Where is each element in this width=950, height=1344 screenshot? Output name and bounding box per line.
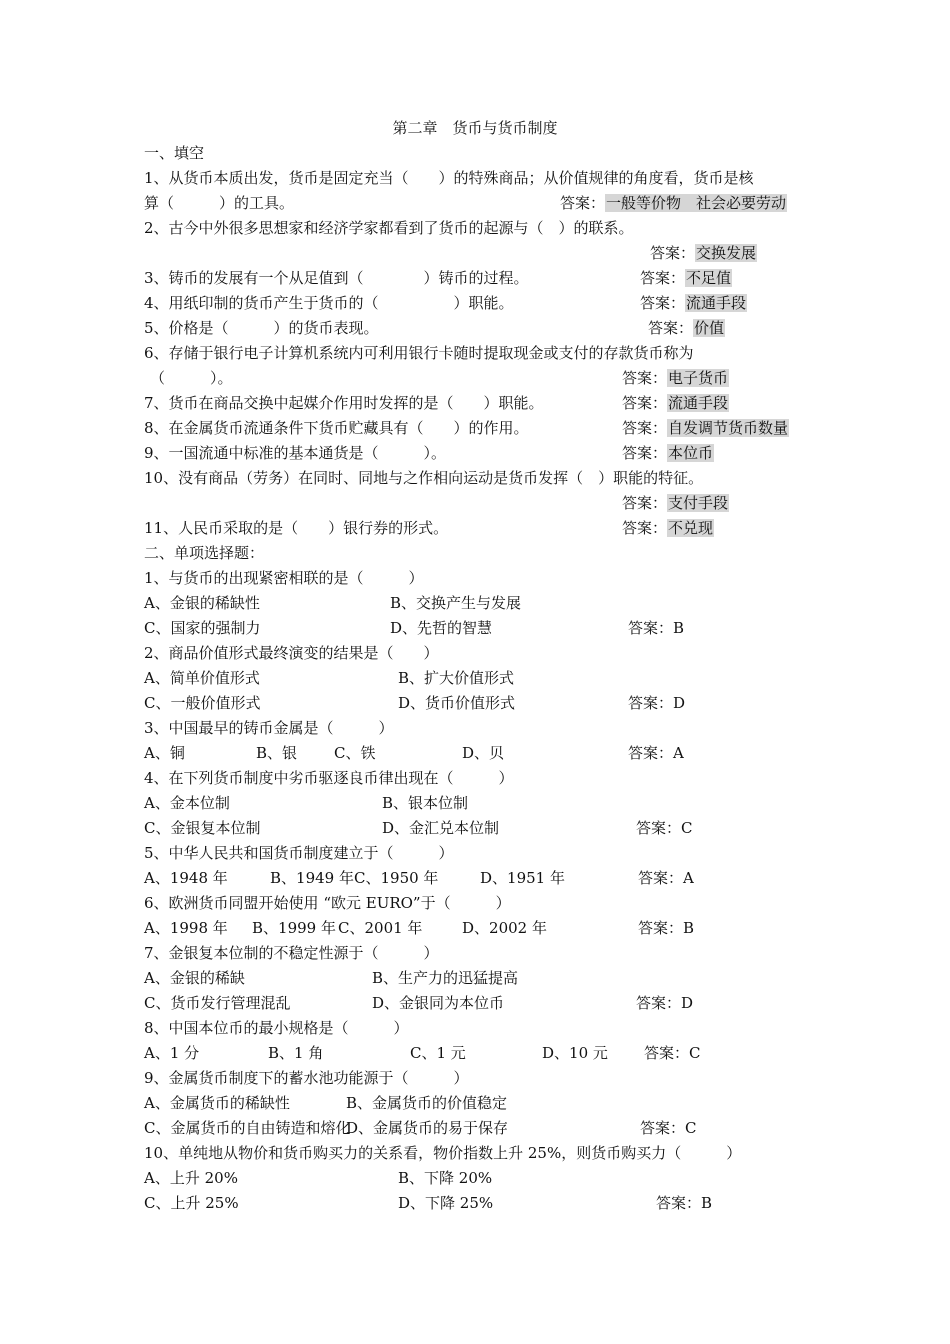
choice-q7-option-d: D、金银同为本位币 xyxy=(372,994,505,1012)
fill-q2-line1: 2、古今中外很多思想家和经济学家都看到了货币的起源与（ ）的联系。 xyxy=(144,219,634,237)
choice-q7-answer: 答案：D xyxy=(636,994,694,1012)
fill-q4: 4、用纸印制的货币产生于货币的（ ）职能。 xyxy=(144,294,514,312)
fill-q6-line1: 6、存储于银行电子计算机系统内可利用银行卡随时提取现金或支付的存款货币称为 xyxy=(144,344,694,362)
choice-q4-option-d: D、金汇兑本位制 xyxy=(382,819,500,837)
choice-q8-option-b: B、1 角 xyxy=(268,1044,324,1062)
choice-q4-option-a: A、金本位制 xyxy=(144,794,230,812)
choice-q5-option-d: D、1951 年 xyxy=(480,869,565,887)
choice-q8-option-d: D、10 元 xyxy=(542,1044,608,1062)
choice-q6-option-c: C、2001 年 xyxy=(338,919,423,937)
choice-q7-option-a: A、金银的稀缺 xyxy=(144,969,245,987)
choice-q2-answer: 答案：D xyxy=(628,694,686,712)
choice-q7-option-c: C、货币发行管理混乱 xyxy=(144,994,291,1012)
choice-q6-answer: 答案：B xyxy=(638,919,695,937)
choice-q3-option-d: D、贝 xyxy=(462,744,505,762)
answer-label: 答案： xyxy=(622,519,668,537)
answer-value: 流通手段 xyxy=(668,394,729,412)
choice-q1-option-d: D、先哲的智慧 xyxy=(390,619,493,637)
choice-q8-stem: 8、中国本位币的最小规格是（ ） xyxy=(144,1019,409,1037)
choice-q2-option-b: B、扩大价值形式 xyxy=(398,669,515,687)
choice-q10-option-b: B、下降 20% xyxy=(398,1169,493,1187)
answer-value: 价值 xyxy=(694,319,725,337)
fill-q4-answer xyxy=(640,293,747,313)
answer-value: 交换发展 xyxy=(696,244,757,262)
section-heading-single-choice: 二、单项选择题： xyxy=(144,544,265,562)
choice-q5-option-a: A、1948 年 xyxy=(144,869,228,887)
answer-value: 本位币 xyxy=(668,444,714,462)
answer-label: 答案： xyxy=(622,444,668,462)
fill-q9: 9、一国流通中标准的基本通货是（ ）。 xyxy=(144,444,447,462)
choice-q2-option-c: C、一般价值形式 xyxy=(144,694,261,712)
choice-q9-option-c: C、金属货币的自由铸造和熔化 xyxy=(144,1119,351,1137)
fill-q11-answer xyxy=(622,518,714,538)
choice-q5-option-c: C、1950 年 xyxy=(354,869,439,887)
fill-q10-answer xyxy=(622,493,729,513)
choice-q3-option-a: A、铜 xyxy=(144,744,185,762)
choice-q1-option-c: C、国家的强制力 xyxy=(144,619,261,637)
answer-label: 答案： xyxy=(560,194,606,212)
choice-q3-option-b: B、银 xyxy=(256,744,298,762)
answer-label: 答案： xyxy=(640,269,686,287)
choice-q9-option-a: A、金属货币的稀缺性 xyxy=(144,1094,290,1112)
fill-q8-answer xyxy=(622,418,789,438)
choice-q4-option-c: C、金银复本位制 xyxy=(144,819,261,837)
fill-q8: 8、在金属货币流通条件下货币贮藏具有（ ）的作用。 xyxy=(144,419,529,437)
choice-q10-option-d: D、下降 25% xyxy=(398,1194,494,1212)
choice-q2-option-d: D、货币价值形式 xyxy=(398,694,516,712)
choice-q10-stem: 10、单纯地从物价和货币购买力的关系看，物价指数上升 25%，则货币购买力（ ） xyxy=(144,1144,742,1162)
choice-q6-option-a: A、1998 年 xyxy=(144,919,228,937)
answer-label: 答案： xyxy=(622,494,668,512)
fill-q6-line2: （ ）。 xyxy=(150,369,233,387)
choice-q1-answer: 答案：B xyxy=(628,619,685,637)
page-title: 第二章 货币与货币制度 xyxy=(392,119,558,137)
answer-value: 支付手段 xyxy=(668,494,729,512)
choice-q4-answer: 答案：C xyxy=(636,819,693,837)
fill-q3-answer xyxy=(640,268,732,288)
fill-q2-answer xyxy=(650,243,757,263)
fill-q11: 11、人民币采取的是（ ）银行券的形式。 xyxy=(144,519,449,537)
choice-q2-stem: 2、商品价值形式最终演变的结果是（ ） xyxy=(144,644,439,662)
choice-q4-option-b: B、银本位制 xyxy=(382,794,469,812)
answer-label: 答案： xyxy=(622,369,668,387)
fill-q7-answer xyxy=(622,393,729,413)
choice-q3-answer: 答案：A xyxy=(628,744,684,762)
answer-value: 不足值 xyxy=(686,269,732,287)
choice-q6-stem: 6、欧洲货币同盟开始使用 “欧元 EURO”于（ ） xyxy=(144,894,511,912)
fill-q1-line1: 1、从货币本质出发，货币是固定充当（ ）的特殊商品；从价值规律的角度看，货币是核 xyxy=(144,169,754,187)
choice-q9-answer: 答案：C xyxy=(640,1119,697,1137)
choice-q8-option-c: C、1 元 xyxy=(410,1044,466,1062)
choice-q7-option-b: B、生产力的迅猛提高 xyxy=(372,969,519,987)
answer-label: 答案： xyxy=(622,419,668,437)
choice-q10-option-a: A、上升 20% xyxy=(144,1169,238,1187)
choice-q8-answer: 答案：C xyxy=(644,1044,701,1062)
answer-label: 答案： xyxy=(622,394,668,412)
choice-q3-option-c: C、铁 xyxy=(334,744,376,762)
answer-value: 流通手段 xyxy=(686,294,747,312)
fill-q7: 7、货币在商品交换中起媒介作用时发挥的是（ ）职能。 xyxy=(144,394,544,412)
fill-q1-answer xyxy=(560,193,787,213)
choice-q1-option-a: A、金银的稀缺性 xyxy=(144,594,260,612)
choice-q8-option-a: A、1 分 xyxy=(144,1044,200,1062)
answer-label: 答案： xyxy=(648,319,694,337)
fill-q6-answer xyxy=(622,368,729,388)
choice-q9-option-d: D、金属货币的易于保存 xyxy=(346,1119,509,1137)
answer-value: 电子货币 xyxy=(668,369,729,387)
answer-value: 不兑现 xyxy=(668,519,714,537)
fill-q5: 5、价格是（ ）的货币表现。 xyxy=(144,319,379,337)
choice-q6-option-b: B、1999 年 xyxy=(252,919,336,937)
choice-q10-option-c: C、上升 25% xyxy=(144,1194,239,1212)
fill-q10-line1: 10、没有商品（劳务）在同时、同地与之作相向运动是货币发挥（ ）职能的特征。 xyxy=(144,469,704,487)
choice-q7-stem: 7、金银复本位制的不稳定性源于（ ） xyxy=(144,944,439,962)
choice-q5-option-b: B、1949 年 xyxy=(270,869,354,887)
choice-q6-option-d: D、2002 年 xyxy=(462,919,547,937)
answer-value: 一般等价物 社会必要劳动 xyxy=(606,194,787,212)
choice-q9-option-b: B、金属货币的价值稳定 xyxy=(346,1094,508,1112)
choice-q1-option-b: B、交换产生与发展 xyxy=(390,594,522,612)
answer-label: 答案： xyxy=(640,294,686,312)
choice-q5-stem: 5、中华人民共和国货币制度建立于（ ） xyxy=(144,844,454,862)
choice-q1-stem: 1、与货币的出现紧密相联的是（ ） xyxy=(144,569,424,587)
choice-q5-answer: 答案：A xyxy=(638,869,694,887)
choice-q4-stem: 4、在下列货币制度中劣币驱逐良币律出现在（ ） xyxy=(144,769,514,787)
fill-q5-answer xyxy=(648,318,725,338)
fill-q9-answer xyxy=(622,443,714,463)
fill-q1-line2: 算（ ）的工具。 xyxy=(144,194,295,212)
choice-q3-stem: 3、中国最早的铸币金属是（ ） xyxy=(144,719,394,737)
choice-q10-answer: 答案：B xyxy=(656,1194,713,1212)
answer-label: 答案： xyxy=(650,244,696,262)
section-heading-fill-blank: 一、填空 xyxy=(144,144,205,162)
choice-q9-stem: 9、金属货币制度下的蓄水池功能源于（ ） xyxy=(144,1069,469,1087)
fill-q3: 3、铸币的发展有一个从足值到（ ）铸币的过程。 xyxy=(144,269,529,287)
choice-q2-option-a: A、简单价值形式 xyxy=(144,669,260,687)
answer-value: 自发调节货币数量 xyxy=(668,419,789,437)
